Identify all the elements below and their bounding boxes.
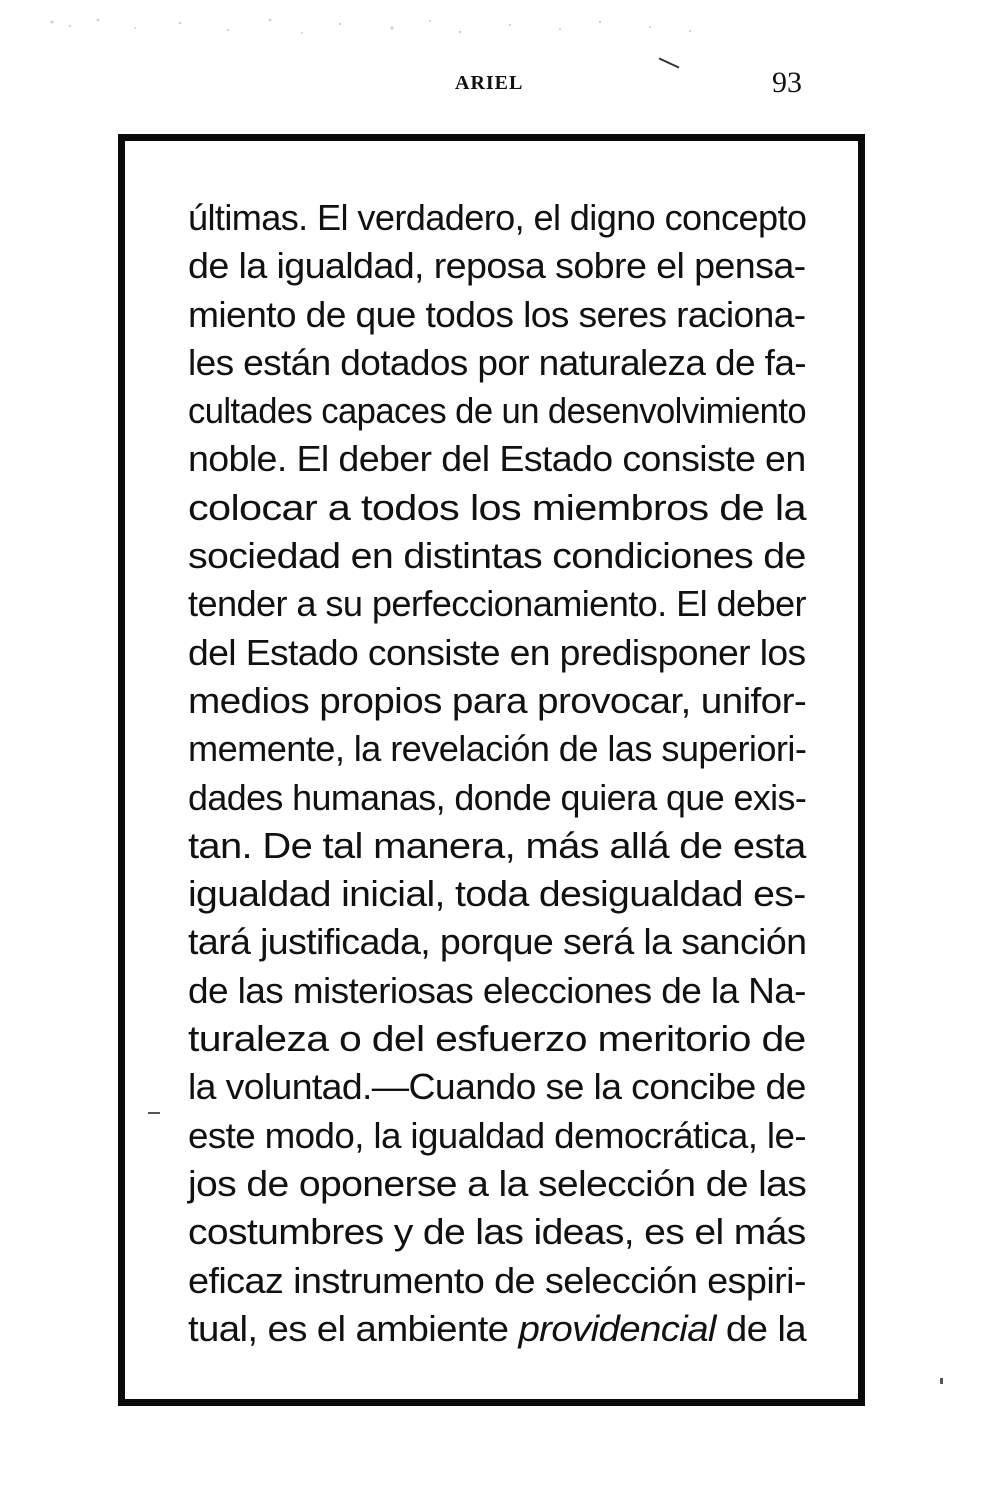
scan-noise <box>40 8 740 48</box>
text-line: eficaz instrumento de selección espiri- <box>188 1259 806 1301</box>
text-line: de las misteriosas elecciones de la Na- <box>188 969 806 1011</box>
stray-mark <box>940 1378 943 1384</box>
italic-word: providencial <box>518 1307 716 1349</box>
text-segment: de la <box>715 1307 806 1349</box>
text-line: cultades capaces de un desenvolvimiento <box>188 390 807 432</box>
text-line: colocar a todos los miembros de la <box>188 486 806 528</box>
page-number: 93 <box>772 66 802 99</box>
text-line: últimas. El verdadero, el digno concepto <box>188 197 807 238</box>
text-line: del Estado consiste en predisponer los <box>188 631 806 673</box>
stray-mark <box>148 1112 160 1114</box>
text-line: jos de oponerse a la selección de las <box>188 1162 807 1204</box>
text-line: sociedad en distintas condiciones de <box>188 535 806 577</box>
text-line: de la igualdad, reposa sobre el pensa- <box>188 245 806 287</box>
text-line: costumbres y de las ideas, es el más <box>188 1211 806 1253</box>
text-segment: tual, es el ambiente <box>188 1307 519 1349</box>
text-line: tan. De tal manera, más allá de esta <box>188 824 806 866</box>
text-line-last <box>188 1305 806 1353</box>
text-line: la voluntad.—Cuando se la concibe de <box>188 1066 806 1108</box>
text-line: medios propios para provocar, unifor- <box>188 679 807 721</box>
text-line: noble. El deber del Estado consiste en <box>188 438 806 480</box>
text-line: igualdad inicial, toda desigualdad es- <box>188 873 806 915</box>
text-line: miento de que todos los seres raciona- <box>188 293 806 335</box>
text-line: tender a su perfeccionamiento. El deber <box>188 583 806 625</box>
text-line: dades humanas, donde quiera que exis- <box>188 776 807 818</box>
text-line: tará justificada, porque será la sanción <box>188 921 807 963</box>
text-line: memente, la revelación de las superiori- <box>188 728 807 770</box>
text-block <box>188 194 806 1353</box>
text-line: este modo, la igualdad democrática, le- <box>188 1114 806 1156</box>
print-mark <box>659 57 680 68</box>
text-line: turaleza o del esfuerzo meritorio de <box>188 1018 806 1060</box>
text-line: les están dotados por naturaleza de fa- <box>188 341 807 383</box>
running-title: ARIEL <box>455 72 524 94</box>
